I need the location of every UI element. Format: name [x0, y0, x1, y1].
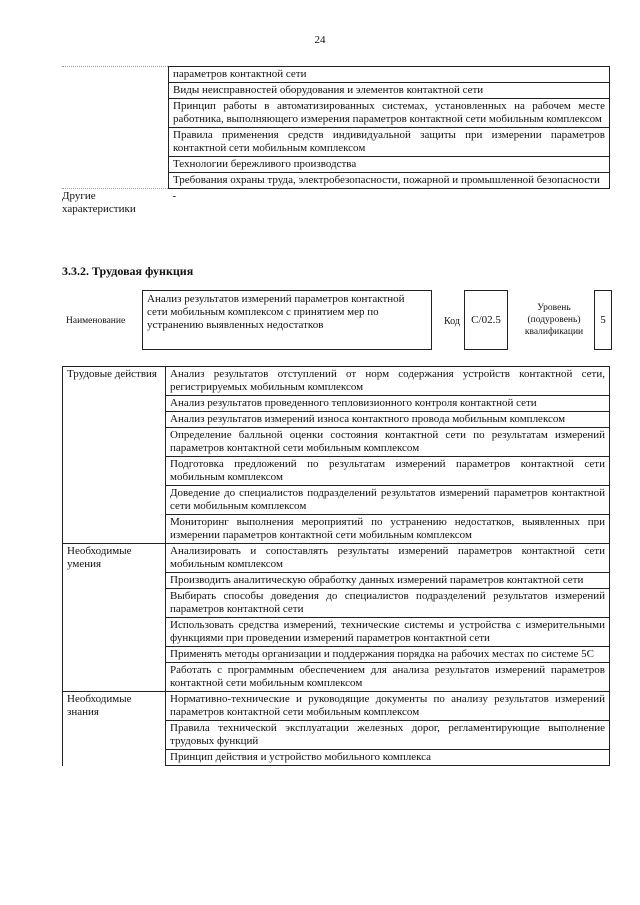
top-left-blank [62, 128, 169, 157]
page-number: 24 [314, 34, 326, 46]
skills-cont [63, 589, 166, 618]
labor-actions-cont [63, 457, 166, 486]
skills-cont [63, 647, 166, 663]
function-details-table [62, 366, 610, 766]
labor-action-item: Подготовка предложений по результатам измерений параметров контактной сети мобильным комплексом [166, 457, 610, 486]
skill-item: Выбирать способы доведения до специалистов подразделений результатов измерений параметров контактной сети [166, 589, 610, 618]
function-header [62, 290, 612, 352]
skills-cont [63, 573, 166, 589]
level-label: Уровень (подуровень) квалификации [524, 303, 584, 337]
skill-item: Работать с программным обеспечением для анализа результатов измерений параметров контактной сети мобильным комплексом [166, 663, 610, 692]
skill-item: Анализировать и сопоставлять результаты измерений параметров контактной сети мобильным комплексом [166, 544, 610, 573]
knowledge-cont [63, 750, 166, 766]
labor-action-item: Мониторинг выполнения мероприятий по устранению недостатков, выявленных при измерении параметров контактной сети мобильным комплексом [166, 515, 610, 544]
knowledge-item: Правила применения средств индивидуальной защиты при измерении параметров контактной сети мобильным комплексом [169, 128, 610, 157]
labor-action-item: Анализ результатов отступлений от норм содержания устройств контактной сети, регистрируемых мобильным комплексом [166, 367, 610, 396]
other-characteristics-label: Другие характеристики [62, 189, 169, 218]
labor-actions-cont [63, 515, 166, 544]
skills-cont [63, 663, 166, 692]
top-left-blank [62, 67, 169, 83]
function-level: 5 [594, 290, 612, 350]
labor-actions-cont [63, 428, 166, 457]
knowledge-label: Необходимые знания [63, 692, 166, 721]
function-name: Анализ результатов измерений параметров контактной сети мобильным комплексом с принятием мер по устранению выявленных недостатков [142, 290, 432, 350]
skill-item: Производить аналитическую обработку данных измерений параметров контактной сети [166, 573, 610, 589]
top-left-blank [62, 157, 169, 173]
top-left-blank [62, 83, 169, 99]
skills-cont [63, 618, 166, 647]
knowledge-item: Требования охраны труда, электробезопасности, пожарной и промышленной безопасности [169, 173, 610, 189]
knowledge-item: Правила технической эксплуатации железных дорог, регламентирующие выполнение трудовых функций [166, 721, 610, 750]
top-left-blank [62, 99, 169, 128]
labor-action-item: Доведение до специалистов подразделений результатов измерений параметров контактной сети мобильным комплексом [166, 486, 610, 515]
knowledge-cont [63, 721, 166, 750]
name-label: Наименование [66, 316, 126, 326]
skills-label: Необходимые умения [63, 544, 166, 573]
other-characteristics-value: - [169, 189, 610, 218]
labor-action-item: Анализ результатов проведенного тепловизионного контроля контактной сети [166, 396, 610, 412]
skill-item: Использовать средства измерений, технические системы и устройства с измерительными функциями при проведении измерений параметров контактной сети [166, 618, 610, 647]
knowledge-item: Виды неисправностей оборудования и элементов контактной сети [169, 83, 610, 99]
knowledge-item: Принцип работы в автоматизированных системах, установленных на рабочем месте работника, выполняющего измерения параметров контактной сети мобильным комплексом [169, 99, 610, 128]
knowledge-item: Технологии бережливого производства [169, 157, 610, 173]
knowledge-item: параметров контактной сети [169, 67, 610, 83]
labor-actions-label: Трудовые действия [63, 367, 166, 396]
section-title: 3.3.2. Трудовая функция [62, 264, 194, 278]
top-left-blank [62, 173, 169, 189]
code-label: Код [444, 316, 460, 327]
top-requirements-table [62, 66, 610, 217]
skill-item: Применять методы организации и поддержания порядка на рабочих местах по системе 5С [166, 647, 610, 663]
labor-actions-cont [63, 412, 166, 428]
labor-actions-cont [63, 486, 166, 515]
knowledge-item: Принцип действия и устройство мобильного комплекса [166, 750, 610, 766]
labor-action-item: Определение балльной оценки состояния контактной сети по результатам измерений параметров контактной сети мобильным комплексом [166, 428, 610, 457]
knowledge-item: Нормативно-технические и руководящие документы по анализу результатов измерений параметров контактной сети мобильным комплексом [166, 692, 610, 721]
function-code: C/02.5 [464, 290, 508, 350]
labor-action-item: Анализ результатов измерений износа контактного провода мобильным комплексом [166, 412, 610, 428]
labor-actions-cont [63, 396, 166, 412]
